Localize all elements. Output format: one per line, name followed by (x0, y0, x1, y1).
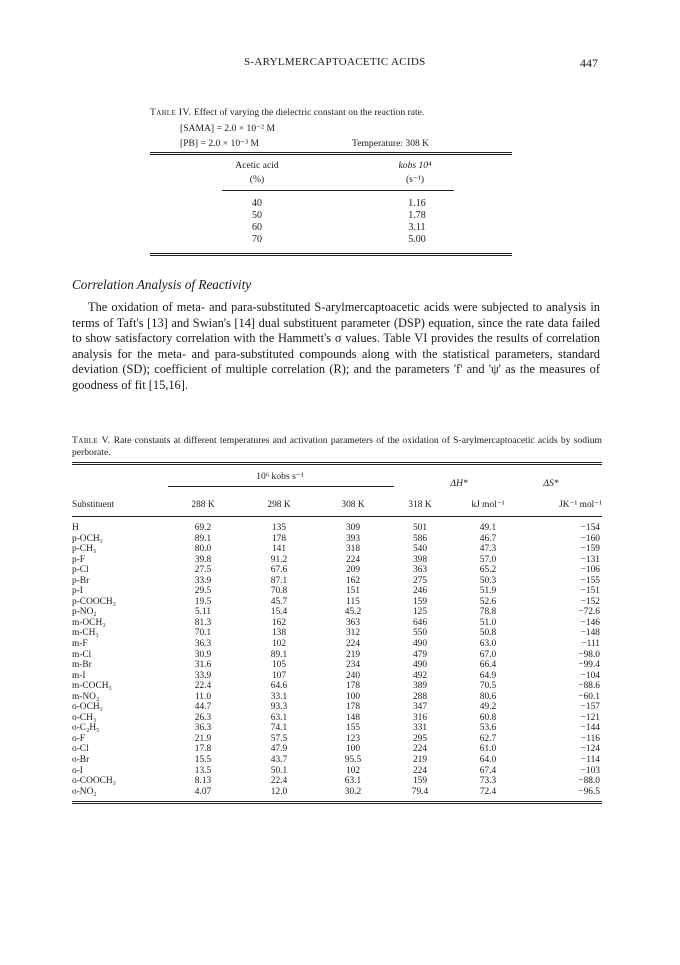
substituent-cell: m-Cl (72, 649, 92, 660)
table-cell: 22.4 (270, 776, 288, 787)
substituent-cell: p-COOCH₃ (72, 596, 116, 607)
table-cell: 30.9 (194, 649, 212, 660)
paragraph-text: The oxidation of meta- and para-substituted S-arylmercaptoacetic acids were subjected to analysis in terms of Taft's [13] and Swian's [14] dual substituent parameter (DSP) equation, since the rate data failed to show satisfactory correlation with the Hammett's σ values. Table VI provides the results of correlation analysis for the meta- and para-substituted compounds along with the statistical parameters, standard deviation (SD); coefficient of multiple correlation (R); and the parameters 'f' and 'ψ' as the measures of goodness of fit [15,16]. (72, 300, 600, 392)
table5-caption-text: Rate constants at different temperatures and activation parameters of the oxidation of S-arylmercaptoacetic acids by sodium perborate. (72, 435, 602, 458)
table-cell: 44.7 (194, 702, 212, 713)
table-cell: 73.3 (479, 776, 497, 787)
table-cell: 389 (412, 681, 428, 692)
table-row (72, 523, 602, 534)
table-cell: 95.5 (344, 755, 362, 766)
table-cell: 15.4 (270, 607, 288, 618)
table-cell: 100 (345, 744, 361, 755)
table-row (222, 234, 454, 246)
table-row (72, 702, 602, 713)
table-cell: 78.8 (479, 607, 497, 618)
table-cell: 67.6 (270, 565, 288, 576)
table-cell: 8.13 (194, 776, 212, 787)
table-cell: −60.1 (578, 691, 600, 702)
table-cell: 246 (412, 586, 428, 597)
table-cell: 224 (412, 765, 428, 776)
table-cell: −124 (580, 744, 600, 755)
table-cell: 67.0 (479, 649, 497, 660)
table-cell: 550 (412, 628, 428, 639)
table-cell: −131 (580, 554, 600, 565)
substituent-cell: p-CH₃ (72, 544, 97, 555)
table4-condition-pb: [PB] = 2.0 × 10⁻³ M (180, 138, 259, 149)
table-cell: −103 (580, 765, 600, 776)
table5-ds-header: ΔS* (543, 478, 559, 489)
table-cell: 57.0 (479, 554, 497, 565)
table-cell: 29.5 (194, 586, 212, 597)
table-cell: 178 (345, 702, 361, 713)
table4-col1-header: Acetic acid (235, 160, 279, 171)
table-cell: 100 (345, 691, 361, 702)
table-cell: 224 (345, 554, 361, 565)
table4-cell: 60 (252, 222, 262, 233)
table-row (72, 766, 602, 777)
table-cell: 89.1 (194, 533, 212, 544)
table-cell: 31.6 (194, 660, 212, 671)
table4-col2-unit: (s⁻¹) (405, 174, 425, 185)
table-cell: 123 (345, 733, 361, 744)
table-cell: 102 (345, 765, 361, 776)
table4-caption-text: Effect of varying the dielectric constant on the reaction rate. (193, 107, 425, 118)
table-cell: 67.4 (479, 765, 497, 776)
substituent-cell: p-Cl (72, 565, 89, 576)
table-cell: 45.7 (270, 596, 288, 607)
table-cell: 33.9 (194, 575, 212, 586)
table-cell: 5.11 (194, 607, 212, 618)
table-cell: −104 (580, 670, 600, 681)
table-cell: 490 (412, 660, 428, 671)
table-row (72, 692, 602, 703)
table5-group-header: 10⁶ kobs s⁻¹ (256, 471, 304, 482)
table-row (72, 713, 602, 724)
column-header: 308 K (341, 500, 365, 510)
table5-header-rule (72, 516, 602, 517)
table-cell: 51.0 (479, 617, 497, 628)
table5-top-rule (72, 462, 602, 463)
table-cell: 316 (412, 712, 428, 723)
table-cell: 17.8 (194, 744, 212, 755)
table-cell: 178 (271, 533, 287, 544)
table-cell: 57.5 (270, 733, 288, 744)
table-cell: 49.2 (479, 702, 497, 713)
substituent-cell: p-NO₂ (72, 607, 97, 618)
table-cell: 13.5 (194, 765, 212, 776)
column-header: 298 K (267, 500, 291, 510)
table-cell: 224 (345, 639, 361, 650)
table-cell: 47.9 (270, 744, 288, 755)
table-cell: 363 (345, 617, 361, 628)
section-heading: Correlation Analysis of Reactivity (72, 277, 252, 292)
substituent-cell: m-CH₃ (72, 628, 99, 639)
table-cell: 43.7 (270, 755, 288, 766)
table4-cell: 1.16 (408, 198, 426, 209)
table-cell: 312 (345, 628, 361, 639)
table-cell: −146 (580, 617, 600, 628)
substituent-cell: o-COOCH₃ (72, 776, 116, 787)
table-cell: 309 (345, 523, 361, 533)
table-cell: 178 (345, 681, 361, 692)
table-cell: 15.5 (194, 755, 212, 766)
table-cell: 135 (271, 523, 287, 533)
table-cell: −152 (580, 596, 600, 607)
table-cell: 219 (412, 755, 428, 766)
substituent-cell: m-Br (72, 660, 92, 671)
table-cell: 80.0 (194, 544, 212, 555)
table-cell: 224 (412, 744, 428, 755)
table-cell: 70.5 (479, 681, 497, 692)
table-cell: −157 (580, 702, 600, 713)
table5-label: Table V. (72, 435, 111, 446)
table-cell: 47.3 (479, 544, 497, 555)
table-cell: 102 (271, 639, 287, 650)
table-row (222, 198, 454, 210)
table-cell: 39.8 (194, 554, 212, 565)
table-cell: 91.2 (270, 554, 288, 565)
substituent-cell: m-F (72, 639, 88, 650)
table-cell: 64.6 (270, 681, 288, 692)
table-row (72, 586, 602, 597)
table-row (72, 607, 602, 618)
table-cell: 155 (345, 723, 361, 734)
table4-cell: 5.00 (408, 234, 426, 245)
table-cell: 479 (412, 649, 428, 660)
table-cell: 63.1 (344, 776, 362, 787)
table-cell: 80.6 (479, 691, 497, 702)
table-cell: 490 (412, 639, 428, 650)
table-cell: 45.2 (344, 607, 362, 618)
table-cell: −160 (580, 533, 600, 544)
table-cell: 219 (345, 649, 361, 660)
table-cell: 540 (412, 544, 428, 555)
table5-dh-header: ΔH* (450, 478, 468, 489)
table-cell: 50.3 (479, 575, 497, 586)
table-cell: 63.0 (479, 639, 497, 650)
column-header: 288 K (191, 500, 215, 510)
table-cell: 69.2 (194, 523, 212, 533)
table4-top-rule (150, 152, 512, 153)
table-row (72, 628, 602, 639)
table4-bottom-rule (150, 253, 512, 254)
table-cell: 89.1 (270, 649, 288, 660)
table4-condition-sama: [SAMA] = 2.0 × 10⁻² M (180, 123, 275, 134)
table-cell: −111 (581, 639, 600, 650)
table-cell: −154 (580, 523, 600, 533)
table-cell: 107 (271, 670, 287, 681)
table-cell: 93.3 (270, 702, 288, 713)
table-row (72, 734, 602, 745)
table-row (72, 787, 602, 798)
substituent-cell: o-Br (72, 755, 90, 766)
table-cell: 19.5 (194, 596, 212, 607)
table-cell: −72.6 (578, 607, 600, 618)
substituent-cell: m-COCH₃ (72, 681, 112, 692)
table-row (72, 660, 602, 671)
table-cell: 81.3 (194, 617, 212, 628)
table4-cell: 3.11 (408, 222, 426, 233)
column-header: 318 K (408, 500, 432, 510)
table-cell: −116 (580, 733, 600, 744)
table-cell: 65.2 (479, 565, 497, 576)
table4-bottom-rule-2 (150, 255, 512, 256)
substituent-cell: o-C₂H₅ (72, 723, 100, 734)
table5-rows (72, 523, 602, 797)
table-cell: 138 (271, 628, 287, 639)
table-cell: 4.07 (194, 786, 212, 797)
table-cell: 22.4 (194, 681, 212, 692)
table-row (72, 755, 602, 766)
table-cell: 151 (345, 586, 361, 597)
table-cell: 66.4 (479, 660, 497, 671)
table-cell: 33.9 (194, 670, 212, 681)
running-header: S-ARYLMERCAPTOACETIC ACIDS (244, 56, 426, 68)
table-cell: 60.8 (479, 712, 497, 723)
table-cell: −114 (580, 755, 600, 766)
table4-top-rule-2 (150, 154, 512, 155)
table-row (72, 597, 602, 608)
table-cell: −155 (580, 575, 600, 586)
table-cell: −99.4 (578, 660, 600, 671)
table-row (222, 210, 454, 222)
table4-cell: 1.78 (408, 210, 426, 221)
table-cell: 363 (412, 565, 428, 576)
substituent-cell: p-Br (72, 575, 90, 586)
column-header: JK⁻¹ mol⁻¹ (559, 500, 602, 510)
table-cell: 646 (412, 617, 428, 628)
table-cell: 162 (345, 575, 361, 586)
table-cell: −144 (580, 723, 600, 734)
table-cell: 275 (412, 575, 428, 586)
table-cell: 70.1 (194, 628, 212, 639)
table-cell: 125 (412, 607, 428, 618)
table-cell: 50.8 (479, 628, 497, 639)
table-row (222, 222, 454, 234)
table-cell: 87.1 (270, 575, 288, 586)
table-cell: 331 (412, 723, 428, 734)
substituent-cell: o-Cl (72, 744, 89, 755)
table-cell: 49.1 (479, 523, 497, 533)
table-cell: 27.5 (194, 565, 212, 576)
table-row (72, 618, 602, 629)
table-row (72, 681, 602, 692)
table-row (72, 776, 602, 787)
table-cell: 159 (412, 776, 428, 787)
table-row (72, 565, 602, 576)
table-cell: 398 (412, 554, 428, 565)
table4-cell: 50 (252, 210, 262, 221)
table-cell: 11.0 (194, 691, 212, 702)
table4-cell: 70 (252, 234, 262, 245)
table4-cell: 40 (252, 198, 262, 209)
substituent-cell: o-I (72, 765, 83, 776)
table-row (72, 671, 602, 682)
table-cell: −88.6 (578, 681, 600, 692)
page-number: 447 (580, 56, 598, 70)
table-cell: −151 (580, 586, 600, 597)
table-cell: 21.9 (194, 733, 212, 744)
table-cell: 72.4 (479, 786, 497, 797)
table-cell: 70.8 (270, 586, 288, 597)
table-cell: 318 (345, 544, 361, 555)
table-cell: 30.2 (344, 786, 362, 797)
table-cell: 393 (345, 533, 361, 544)
substituent-cell: o-NO₂ (72, 786, 97, 797)
table-row (72, 650, 602, 661)
table5-bottom-rule-2 (72, 803, 602, 804)
substituent-cell: p-OCH₃ (72, 533, 103, 544)
table4-header-rule (222, 190, 454, 191)
table-cell: 492 (412, 670, 428, 681)
table-cell: 347 (412, 702, 428, 713)
table-row (72, 555, 602, 566)
table-cell: 64.9 (479, 670, 497, 681)
table4-body (222, 198, 454, 246)
table4-caption (150, 107, 424, 118)
table-cell: 295 (412, 733, 428, 744)
table-cell: 33.1 (270, 691, 288, 702)
table-cell: 46.7 (479, 533, 497, 544)
table-cell: −98.0 (578, 649, 600, 660)
table4-col1-unit: (%) (249, 174, 265, 185)
table-row (72, 744, 602, 755)
table-cell: −148 (580, 628, 600, 639)
table5-group-rule (168, 486, 394, 487)
table-cell: −159 (580, 544, 600, 555)
substituent-cell: p-I (72, 586, 83, 597)
table-row (72, 576, 602, 587)
table-cell: 51.9 (479, 586, 497, 597)
substituent-cell: o-OCH₃ (72, 702, 103, 713)
table5-caption (72, 435, 602, 459)
substituent-cell: m-NO₂ (72, 691, 100, 702)
table-row (72, 723, 602, 734)
table-cell: 209 (345, 565, 361, 576)
substituent-cell: H (72, 523, 79, 533)
table-cell: 501 (412, 523, 428, 533)
table-cell: 141 (271, 544, 287, 555)
table5-bottom-rule (72, 801, 602, 802)
table-cell: 159 (412, 596, 428, 607)
column-header: Substituent (72, 500, 115, 510)
table-cell: 162 (271, 617, 287, 628)
table-cell: 50.1 (270, 765, 288, 776)
table-cell: 586 (412, 533, 428, 544)
table-header-row (72, 500, 602, 511)
table-row (72, 544, 602, 555)
table-cell: 64.0 (479, 755, 497, 766)
table-cell: −96.5 (578, 786, 600, 797)
table-cell: 115 (346, 596, 360, 607)
substituent-cell: o-CH₃ (72, 712, 97, 723)
table-row (72, 639, 602, 650)
table5-header-row (72, 500, 602, 511)
table4-col2-header: kobs 10⁴ (398, 160, 432, 171)
table-cell: 26.3 (194, 712, 212, 723)
table-cell: 74.1 (270, 723, 288, 734)
body-paragraph (72, 300, 600, 394)
table-row (72, 534, 602, 545)
table-cell: 62.7 (479, 733, 497, 744)
table-cell: 105 (271, 660, 287, 671)
table-cell: 288 (412, 691, 428, 702)
substituent-cell: o-F (72, 733, 86, 744)
substituent-cell: p-F (72, 554, 86, 565)
table-cell: 79.4 (411, 786, 429, 797)
table-cell: 240 (345, 670, 361, 681)
table-cell: 53.6 (479, 723, 497, 734)
table-cell: 12.0 (270, 786, 288, 797)
table-cell: −121 (580, 712, 600, 723)
table-cell: −106 (580, 565, 600, 576)
table-cell: 52.6 (479, 596, 497, 607)
table-cell: 148 (345, 712, 361, 723)
substituent-cell: m-I (72, 670, 86, 681)
table-cell: 36.3 (194, 639, 212, 650)
table-cell: 63.1 (270, 712, 288, 723)
substituent-cell: m-OCH₃ (72, 617, 106, 628)
table-cell: −88.0 (578, 776, 600, 787)
table4-temperature: Temperature: 308 K (352, 138, 430, 149)
table-cell: 234 (345, 660, 361, 671)
table-cell: 36.3 (194, 723, 212, 734)
table5-body (72, 523, 602, 797)
table-cell: 61.0 (479, 744, 497, 755)
column-header: kJ mol⁻¹ (471, 500, 505, 510)
table5-top-rule-2 (72, 464, 602, 465)
table4-label: Table IV. (150, 107, 192, 118)
